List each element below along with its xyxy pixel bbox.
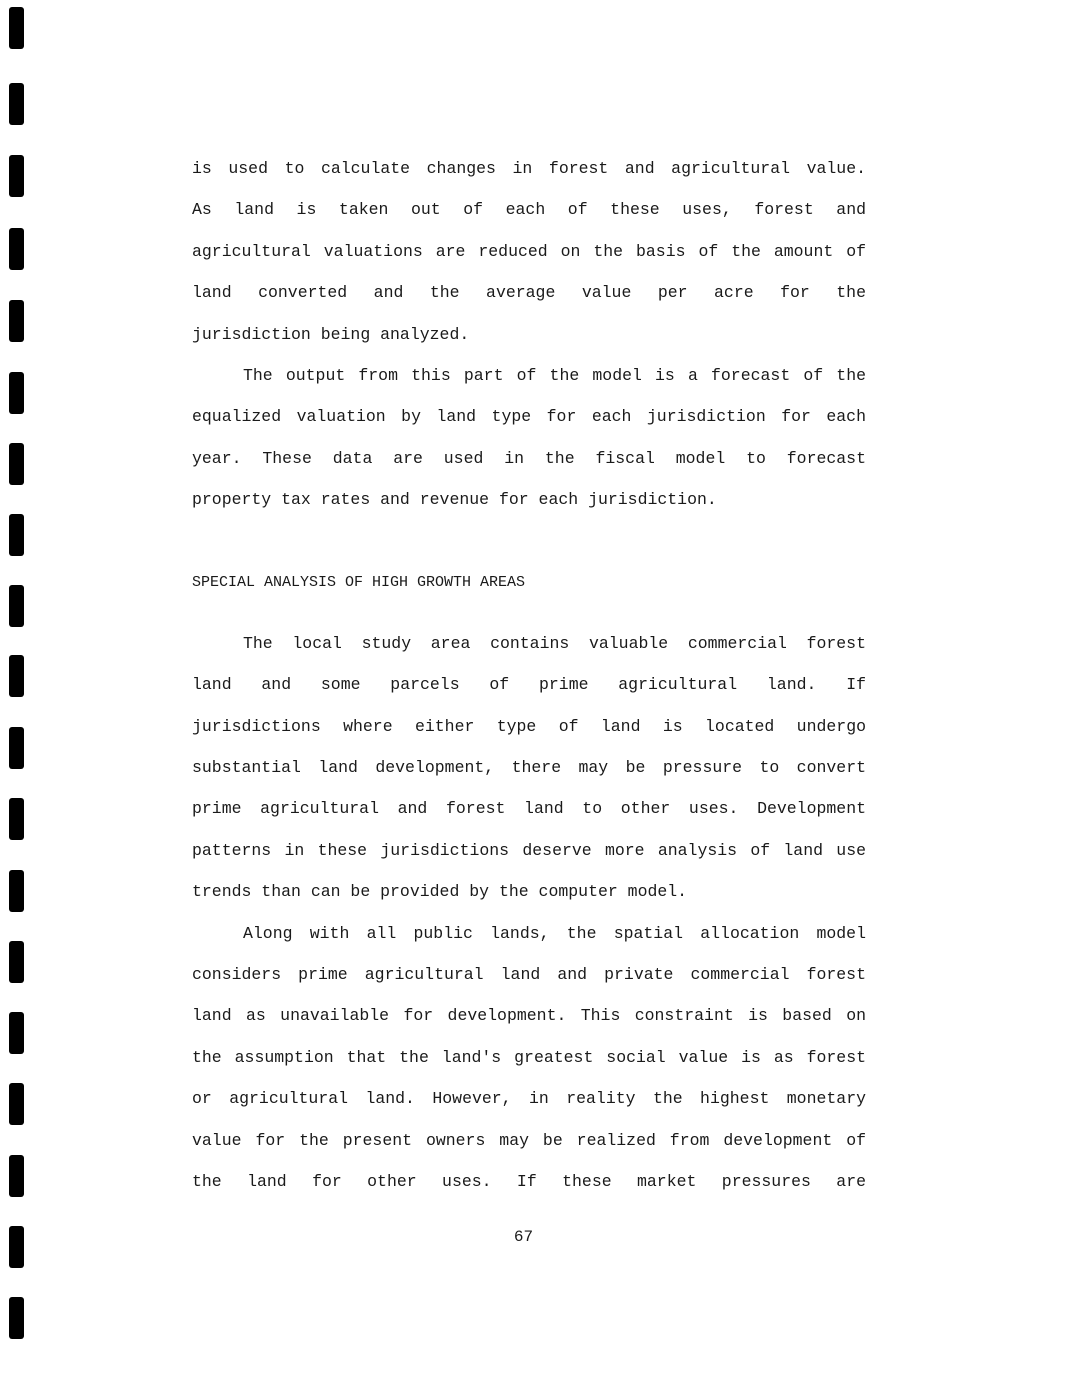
text-line: jurisdictions where either type of land is located undergo [192,716,866,736]
paragraph-study-area [192,623,866,913]
text-line: As land is taken out of each of these uses, forest and [192,200,866,220]
paragraph-continuation [192,148,866,355]
binding-hole [9,1012,24,1054]
binding-hole [9,798,24,840]
text-line: jurisdiction being analyzed. [192,324,470,344]
binding-hole [9,727,24,769]
binding-hole [9,870,24,912]
binding-hole [9,443,24,485]
binding-hole [9,155,24,197]
binding-hole [9,1297,24,1339]
binding-hole [9,300,24,342]
text-line: value for the present owners may be realized from development of [192,1130,866,1150]
text-line: year. These data are used in the fiscal model to forecast [192,448,866,468]
binding-hole [9,941,24,983]
text-line: The local study area contains valuable commercial forest [243,633,866,653]
section-heading: SPECIAL ANALYSIS OF HIGH GROWTH AREAS [192,573,526,591]
text-line: patterns in these jurisdictions deserve more analysis of land use [192,840,866,860]
binding-hole [9,655,24,697]
binding-hole [9,83,24,125]
binding-holes [9,0,27,1379]
binding-hole [9,228,24,270]
binding-hole [9,1083,24,1125]
binding-hole [9,514,24,556]
paragraph-public-lands [192,913,866,1203]
text-line: considers prime agricultural land and private commercial forest [192,965,866,985]
text-line: The output from this part of the model is a forecast of the [243,365,866,385]
text-line: equalized valuation by land type for each jurisdiction for each [192,407,866,427]
text-line: substantial land development, there may be pressure to convert [192,758,866,778]
page-text [192,148,866,1202]
text-line: agricultural valuations are reduced on the basis of the amount of [192,241,866,261]
binding-hole [9,372,24,414]
paragraph-output [192,355,866,521]
text-line: is used to calculate changes in forest and agricultural value. [192,159,866,178]
page-number: 67 [513,1228,534,1246]
text-line: trends than can be provided by the computer model. [192,882,688,902]
text-line: the assumption that the land's greatest social value is as forest [192,1047,866,1067]
binding-hole [9,585,24,627]
text-line: land and some parcels of prime agricultural land. If [192,675,866,695]
text-line: land as unavailable for development. This constraint is based on [192,1006,866,1026]
text-line: prime agricultural and forest land to other uses. Development [192,799,866,819]
text-line: property tax rates and revenue for each jurisdiction. [192,490,717,510]
text-line: or agricultural land. However, in reality the highest monetary [192,1089,866,1109]
text-line: Along with all public lands, the spatial allocation model [243,923,866,943]
text-line: the land for other uses. If these market pressures are [192,1171,866,1191]
text-line: land converted and the average value per acre for the [192,283,866,303]
binding-hole [9,1155,24,1197]
binding-hole [9,7,24,49]
